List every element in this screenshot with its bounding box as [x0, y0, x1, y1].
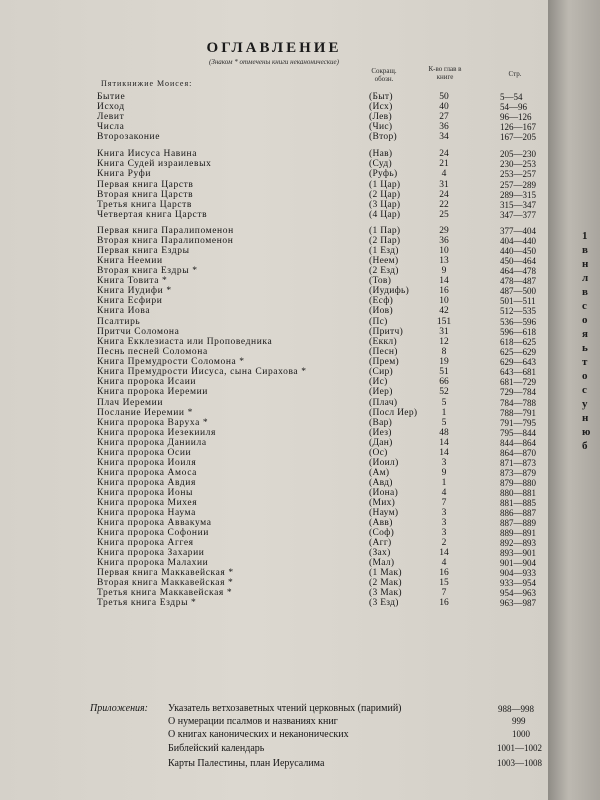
adjacent-text-fragment: о: [582, 370, 588, 382]
toc-entry: [0, 337, 548, 347]
entry-abbr: (3 Цар): [369, 200, 401, 210]
entry-title: Книга Неемии: [97, 256, 163, 266]
entry-title: Вторая книга Маккавейская *: [97, 578, 234, 588]
appendix-entry-title: О нумерации псалмов и названиях книг: [168, 716, 338, 727]
entry-title: Плач Иеремии: [97, 398, 164, 408]
entry-pages: 5—54: [500, 92, 523, 102]
entry-pages: 788—791: [500, 408, 536, 418]
entry-pages: 253—257: [500, 169, 536, 179]
entry-pages: 629—643: [500, 357, 536, 367]
entry-abbr: (Агг): [369, 538, 392, 548]
entry-chapters: 31: [439, 180, 449, 190]
entry-chapters: 3: [441, 458, 447, 468]
entry-chapters: 5: [441, 398, 447, 408]
entry-chapters: 1: [441, 408, 447, 418]
entry-abbr: (Еккл): [369, 337, 397, 347]
entry-title: Книга пророка Исаии: [97, 377, 197, 387]
entry-chapters: 15: [439, 578, 449, 588]
entry-pages: 404—440: [500, 236, 536, 246]
entry-chapters: 40: [439, 102, 449, 112]
toc-entry: [0, 377, 548, 387]
entry-pages: 901—904: [500, 558, 536, 568]
entry-abbr: (Сир): [369, 367, 393, 377]
entry-abbr: (Прем): [369, 357, 399, 367]
toc-entry: [0, 236, 548, 246]
entry-abbr: (Авд): [369, 478, 393, 488]
entry-pages: 512—535: [500, 306, 536, 316]
entry-pages: 440—450: [500, 246, 536, 256]
entry-title: Книга пророка Осии: [97, 448, 192, 458]
entry-chapters: 7: [441, 498, 447, 508]
toc-entry: [0, 200, 548, 210]
entry-chapters: 5: [441, 418, 447, 428]
entry-pages: 729—784: [500, 387, 536, 397]
toc-entry: [0, 468, 548, 478]
entry-pages: 377—404: [500, 226, 536, 236]
entry-abbr: (1 Мак): [369, 568, 402, 578]
entry-pages: 954—963: [500, 588, 536, 598]
entry-pages: 791—795: [500, 418, 536, 428]
entry-abbr: (Нав): [369, 149, 393, 159]
entry-abbr: (Иона): [369, 488, 399, 498]
entry-pages: 880—881: [500, 488, 536, 498]
entry-chapters: 34: [439, 132, 449, 142]
entry-abbr: (Авв): [369, 518, 393, 528]
toc-entry: [0, 347, 548, 357]
entry-chapters: 4: [441, 488, 447, 498]
entry-chapters: 3: [441, 508, 447, 518]
toc-entry: [0, 558, 548, 568]
entry-pages: 881—885: [500, 498, 536, 508]
entry-chapters: 9: [441, 468, 447, 478]
entry-title: Книга пророка Малахии: [97, 558, 209, 568]
adjacent-text-fragment: в: [582, 244, 588, 256]
entry-abbr: (Наум): [369, 508, 399, 518]
appendix-entry-pages: 1000: [512, 729, 530, 739]
entry-title: Псалтирь: [97, 317, 141, 327]
entry-abbr: (Тов): [369, 276, 392, 286]
adjacent-text-fragment: 1: [582, 230, 588, 242]
entry-title: Книга пророка Наума: [97, 508, 196, 518]
entry-chapters: 16: [439, 568, 449, 578]
toc-entry: [0, 408, 548, 418]
appendix-label: Приложения:: [90, 703, 149, 714]
entry-abbr: (2 Мак): [369, 578, 402, 588]
entry-abbr: (Иов): [369, 306, 393, 316]
toc-entry: [0, 286, 548, 296]
entry-title: Книга Премудрости Соломона *: [97, 357, 245, 367]
toc-entry: [0, 102, 548, 112]
entry-pages: 933—954: [500, 578, 536, 588]
entry-pages: 643—681: [500, 367, 536, 377]
toc-entry: [0, 508, 548, 518]
entry-pages: 230—253: [500, 159, 536, 169]
entry-title: Книга Иудифи *: [97, 286, 172, 296]
entry-pages: 871—873: [500, 458, 536, 468]
entry-pages: 464—478: [500, 266, 536, 276]
entry-chapters: 14: [439, 448, 449, 458]
column-header-page: Стр.: [508, 70, 522, 78]
entry-abbr: (Быт): [369, 92, 393, 102]
entry-pages: 904—933: [500, 568, 536, 578]
entry-pages: 205—230: [500, 149, 536, 159]
entry-chapters: 4: [441, 558, 447, 568]
entry-chapters: 3: [441, 518, 447, 528]
entry-pages: 963—987: [500, 598, 536, 608]
entry-chapters: 27: [439, 112, 449, 122]
entry-pages: 289—315: [500, 190, 536, 200]
entry-title: Книга пророка Иеремии: [97, 387, 208, 397]
entry-title: Книга пророка Софонии: [97, 528, 209, 538]
entry-title: Книга пророка Аввакума: [97, 518, 212, 528]
entry-abbr: (Исх): [369, 102, 393, 112]
entry-chapters: 36: [439, 236, 449, 246]
entry-title: Левит: [97, 112, 125, 122]
entry-abbr: (Лев): [369, 112, 392, 122]
toc-entry: [0, 327, 548, 337]
entry-pages: 844—864: [500, 438, 536, 448]
entry-abbr: (2 Цар): [369, 190, 401, 200]
entry-title: Вторая книга Ездры *: [97, 266, 198, 276]
entry-title: Первая книга Ездры: [97, 246, 190, 256]
toc-entry: [0, 428, 548, 438]
entry-abbr: (Соф): [369, 528, 395, 538]
entry-title: Послание Иеремии *: [97, 408, 193, 418]
entry-abbr: (Есф): [369, 296, 394, 306]
column-header-chapters: К-во глав в книге: [428, 65, 462, 81]
toc-entry: [0, 296, 548, 306]
entry-abbr: (Зах): [369, 548, 391, 558]
toc-entry: [0, 528, 548, 538]
entry-chapters: 14: [439, 438, 449, 448]
toc-entry: [0, 398, 548, 408]
entry-pages: 681—729: [500, 377, 536, 387]
toc-entry: [0, 159, 548, 169]
entry-title: Книга пророка Иезекииля: [97, 428, 216, 438]
entry-abbr: (Песн): [369, 347, 398, 357]
entry-title: Книга Премудрости Иисуса, сына Сирахова *: [97, 367, 307, 377]
adjacent-text-fragment: л: [582, 272, 589, 284]
entry-chapters: 51: [439, 367, 449, 377]
entry-abbr: (1 Пар): [369, 226, 401, 236]
entry-pages: 784—788: [500, 398, 536, 408]
toc-entry: [0, 458, 548, 468]
entry-pages: 257—289: [500, 180, 536, 190]
toc-entry: [0, 306, 548, 316]
entry-title: Книга Товита *: [97, 276, 168, 286]
appendix-entry-pages: 988—998: [498, 704, 534, 714]
entry-chapters: 42: [439, 306, 449, 316]
entry-chapters: 10: [439, 246, 449, 256]
entry-abbr: (Дан): [369, 438, 393, 448]
entry-title: Книга Иисуса Навина: [97, 149, 198, 159]
entry-pages: 889—891: [500, 528, 536, 538]
entry-title: Книга пророка Михея: [97, 498, 198, 508]
toc-entry: [0, 598, 548, 608]
toc-entry: [0, 226, 548, 236]
adjacent-text-fragment: н: [582, 258, 589, 270]
adjacent-text-fragment: о: [582, 314, 588, 326]
entry-chapters: 25: [439, 210, 449, 220]
entry-chapters: 151: [436, 317, 452, 327]
toc-entry: [0, 169, 548, 179]
adjacent-text-fragment: я: [582, 328, 588, 340]
entry-pages: 893—901: [500, 548, 536, 558]
entry-pages: 795—844: [500, 428, 536, 438]
entry-title: Третья книга Ездры *: [97, 598, 197, 608]
entry-abbr: (Иер): [369, 387, 393, 397]
entry-title: Бытие: [97, 92, 126, 102]
adjacent-text-fragment: б: [582, 440, 588, 452]
entry-abbr: (Пс): [369, 317, 388, 327]
entry-title: Книга пророка Ионы: [97, 488, 194, 498]
entry-title: Первая книга Маккавейская *: [97, 568, 234, 578]
entry-title: Четвертая книга Царств: [97, 210, 208, 220]
entry-pages: 596—618: [500, 327, 536, 337]
entry-chapters: 12: [439, 337, 449, 347]
entry-abbr: (Ис): [369, 377, 388, 387]
entry-title: Исход: [97, 102, 125, 112]
entry-title: Книга пророка Амоса: [97, 468, 197, 478]
toc-entry: [0, 132, 548, 142]
entry-title: Книга пророка Иоиля: [97, 458, 197, 468]
entry-title: Притчи Соломона: [97, 327, 180, 337]
toc-entry: [0, 568, 548, 578]
entry-abbr: (Иоил): [369, 458, 399, 468]
entry-pages: 536—596: [500, 317, 536, 327]
entry-chapters: 21: [439, 159, 449, 169]
entry-title: Книга пророка Захарии: [97, 548, 205, 558]
entry-chapters: 29: [439, 226, 449, 236]
entry-title: Книга Есфири: [97, 296, 163, 306]
entry-abbr: (Вар): [369, 418, 393, 428]
entry-abbr: (Руфь): [369, 169, 398, 179]
entry-title: Числа: [97, 122, 125, 132]
entry-abbr: (4 Цар): [369, 210, 401, 220]
entry-pages: 873—879: [500, 468, 536, 478]
entry-title: Песнь песней Соломона: [97, 347, 208, 357]
entry-title: Третья книга Царств: [97, 200, 192, 210]
entry-chapters: 14: [439, 548, 449, 558]
entry-pages: 864—870: [500, 448, 536, 458]
entry-title: Третья книга Маккавейская *: [97, 588, 233, 598]
entry-abbr: (Мал): [369, 558, 395, 568]
toc-entry: [0, 92, 548, 102]
entry-chapters: 3: [441, 528, 447, 538]
toc-entry: [0, 317, 548, 327]
adjacent-text-fragment: у: [582, 398, 588, 410]
entry-chapters: 36: [439, 122, 449, 132]
entry-chapters: 16: [439, 598, 449, 608]
entry-pages: 347—377: [500, 210, 536, 220]
entry-pages: 879—880: [500, 478, 536, 488]
entry-abbr: (Неем): [369, 256, 399, 266]
toc-entry: [0, 418, 548, 428]
page-title: ОГЛАВЛЕНИЕ: [206, 40, 342, 56]
entry-abbr: (Плач): [369, 398, 398, 408]
entry-chapters: 2: [441, 538, 447, 548]
entry-abbr: (1 Езд): [369, 246, 399, 256]
appendix-entry-title: О книгах канонических и неканонических: [168, 729, 349, 740]
entry-abbr: (Посл Иер): [369, 408, 418, 418]
entry-pages: 450—464: [500, 256, 536, 266]
entry-abbr: (3 Мак): [369, 588, 402, 598]
entry-pages: 167—205: [500, 132, 536, 142]
toc-entry: [0, 448, 548, 458]
toc-entry: [0, 112, 548, 122]
toc-entry: [0, 256, 548, 266]
entry-chapters: 24: [439, 190, 449, 200]
appendix-entry-title: Указатель ветхозаветных чтений церковных (паримий): [168, 703, 402, 714]
section-label: Пятикнижие Моисея:: [101, 79, 193, 88]
adjacent-text-fragment: н: [582, 412, 589, 424]
appendix-entry-title: Карты Палестины, план Иерусалима: [168, 758, 325, 769]
entry-title: Книга пророка Аггея: [97, 538, 194, 548]
toc-entry: [0, 498, 548, 508]
column-header-abbr: Сокращ. обозн.: [371, 67, 397, 83]
toc-entry: [0, 149, 548, 159]
page-subtitle: (Знаком * отмечены книги неканонические): [209, 58, 339, 66]
toc-entry: [0, 548, 548, 558]
toc-entry: [0, 210, 548, 220]
entry-title: Вторая книга Царств: [97, 190, 194, 200]
entry-chapters: 24: [439, 149, 449, 159]
entry-abbr: (3 Езд): [369, 598, 399, 608]
entry-chapters: 66: [439, 377, 449, 387]
toc-entry: [0, 588, 548, 598]
adjacent-text-fragment: с: [582, 384, 587, 396]
entry-chapters: 1: [441, 478, 447, 488]
appendix-entry-pages: 999: [512, 716, 526, 726]
entry-abbr: (Иез): [369, 428, 392, 438]
entry-pages: 126—167: [500, 122, 536, 132]
entry-abbr: (Ам): [369, 468, 390, 478]
adjacent-text-fragment: ю: [582, 426, 591, 438]
toc-entry: [0, 538, 548, 548]
entry-title: Второзаконие: [97, 132, 161, 142]
entry-abbr: (Притч): [369, 327, 404, 337]
entry-chapters: 16: [439, 286, 449, 296]
toc-entry: [0, 578, 548, 588]
adjacent-text-fragment: в: [582, 286, 588, 298]
entry-title: Книга Судей израилевых: [97, 159, 212, 169]
entry-abbr: (Иудифь): [369, 286, 410, 296]
entry-chapters: 22: [439, 200, 449, 210]
entry-pages: 887—889: [500, 518, 536, 528]
toc-entry: [0, 276, 548, 286]
entry-title: Книга пророка Авдия: [97, 478, 196, 488]
entry-chapters: 13: [439, 256, 449, 266]
entry-abbr: (2 Езд): [369, 266, 399, 276]
entry-chapters: 52: [439, 387, 449, 397]
entry-chapters: 14: [439, 276, 449, 286]
entry-abbr: (Ос): [369, 448, 388, 458]
entry-pages: 487—500: [500, 286, 536, 296]
entry-title: Вторая книга Паралипоменон: [97, 236, 234, 246]
toc-entry: [0, 478, 548, 488]
entry-chapters: 7: [441, 588, 447, 598]
toc-entry: [0, 357, 548, 367]
toc-entry: [0, 438, 548, 448]
toc-entry: [0, 387, 548, 397]
entry-title: Книга Иова: [97, 306, 151, 316]
toc-entry: [0, 266, 548, 276]
entry-pages: 501—511: [500, 296, 536, 306]
toc-entry: [0, 180, 548, 190]
appendix-entry-title: Библейский календарь: [168, 743, 265, 754]
entry-pages: 96—126: [500, 112, 532, 122]
entry-abbr: (2 Пар): [369, 236, 401, 246]
entry-title: Первая книга Царств: [97, 180, 194, 190]
entry-pages: 54—96: [500, 102, 527, 112]
entry-abbr: (1 Цар): [369, 180, 401, 190]
entry-chapters: 31: [439, 327, 449, 337]
entry-pages: 315—347: [500, 200, 536, 210]
toc-entry: [0, 122, 548, 132]
entry-chapters: 48: [439, 428, 449, 438]
entry-title: Книга Екклезиаста или Проповедника: [97, 337, 273, 347]
entry-chapters: 10: [439, 296, 449, 306]
entry-abbr: (Мих): [369, 498, 396, 508]
toc-entry: [0, 518, 548, 528]
toc-entry: [0, 190, 548, 200]
entry-pages: 886—887: [500, 508, 536, 518]
entry-pages: 618—625: [500, 337, 536, 347]
entry-abbr: (Суд): [369, 159, 392, 169]
entry-pages: 478—487: [500, 276, 536, 286]
toc-entry: [0, 246, 548, 256]
entry-title: Книга пророка Даниила: [97, 438, 207, 448]
toc-entry: [0, 367, 548, 377]
entry-pages: 625—629: [500, 347, 536, 357]
adjacent-text-fragment: ь: [582, 342, 588, 354]
entry-abbr: (Чис): [369, 122, 393, 132]
toc-entry: [0, 488, 548, 498]
entry-chapters: 8: [441, 347, 447, 357]
entry-abbr: (Втор): [369, 132, 397, 142]
entry-chapters: 9: [441, 266, 447, 276]
appendix-entry-pages: 1001—1002: [497, 743, 542, 753]
appendix-entry-pages: 1003—1008: [497, 758, 542, 768]
entry-title: Книга пророка Варуха *: [97, 418, 209, 428]
entry-pages: 892—893: [500, 538, 536, 548]
adjacent-text-fragment: т: [582, 356, 588, 368]
adjacent-text-fragment: с: [582, 300, 587, 312]
entry-chapters: 19: [439, 357, 449, 367]
adjacent-page-edge: [548, 0, 600, 800]
entry-chapters: 50: [439, 92, 449, 102]
entry-title: Книга Руфи: [97, 169, 152, 179]
entry-title: Первая книга Паралипоменон: [97, 226, 234, 236]
entry-chapters: 4: [441, 169, 447, 179]
